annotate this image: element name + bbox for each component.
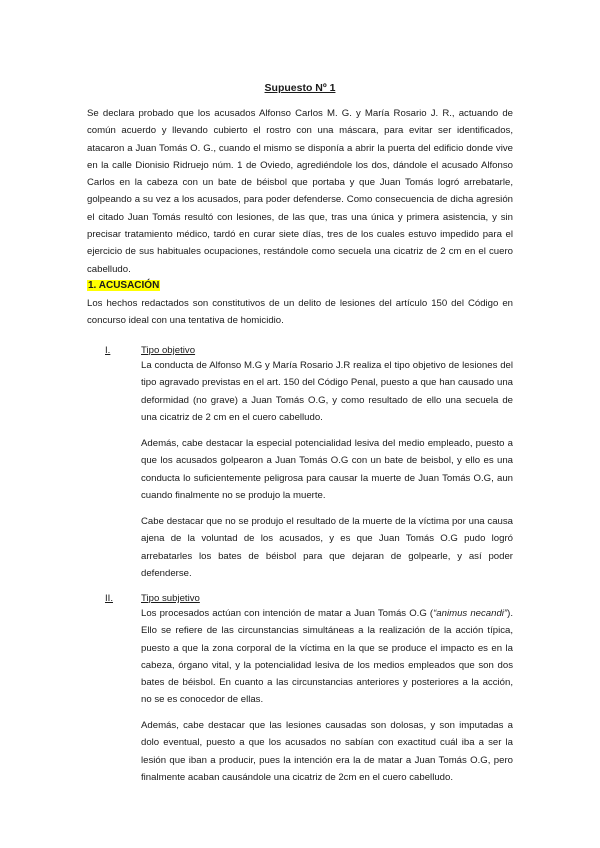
text-run: Los procesados actúan con intención de matar a Juan Tomás O.G ( xyxy=(141,608,434,619)
text-run: ). Ello se refiere de las circunstancias simultáneas a la realización de la acción típica, puesto a que la zona corporal de la víctima en la que se produce el impacto es en la cabeza, órgano vital, y la potencialidad lesiva de los medios empleados que son dos bates de béisbol. En cuanto a las circunstancias anteriores y posteriores a la acción, no se es conocedor de ellas. xyxy=(141,608,513,706)
tipo-objetivo-paragraph-3: Cabe destacar que no se produjo el resultado de la muerte de la víctima por una causa ajena de la voluntad de los acusados, y es que Juan Tomás O.G pudo logró arrebatarles los bates de béisbol para que dejaran de golpearle, y así poder defenderse. xyxy=(141,516,513,579)
tipo-subjetivo-paragraph-2: Además, cabe destacar que las lesiones causadas son dolosas, y son imputadas a dolo eventual, puesto a que los acusados no sabían con exactitud cuál iba a ser la lesión que iban a producir, pues la intención era la de matar a Juan Tomás O.G, pero finalmente acaban causándole una cicatriz de 2cm en el cuero cabelludo. xyxy=(141,720,513,783)
tipo-subjetivo-paragraph-1 xyxy=(141,605,513,709)
acusacion-paragraph: Los hechos redactados son constitutivos de un delito de lesiones del artículo 150 del Código en concurso ideal con una tentativa de homicidio. xyxy=(87,298,513,327)
section-heading-label: 1. ACUSACIÓN xyxy=(88,280,160,291)
subsection-label: Tipo objetivo xyxy=(141,345,196,356)
tipo-objetivo-paragraph-2: Además, cabe destacar la especial potencialidad lesiva del medio empleado, puesto a que los acusados golpearon a Juan Tomás O.G con un bate de beisbol, y ello es una conducta lo suficientemente peligrosa para causar la muerte de Juan Tomás O.G, aun cuando finalmente no se produjo la muerte. xyxy=(141,438,513,501)
subsection-label: Tipo subjetivo xyxy=(141,593,200,604)
subsection-number: II. xyxy=(105,593,113,604)
facts-paragraph: Se declara probado que los acusados Alfonso Carlos M. G. y María Rosario J. R., actuando de común acuerdo y llevando cubierto el rostro con una máscara, para evitar ser identificados, atacaron a Juan Tomás O. G., cuando el mismo se disponía a abrir la puerta del edificio donde vive en la calle Dionisio Ridruejo núm. 1 de Oviedo, agrediéndole los dos, dándole el acusado Alfonso Carlos en la cabeza con un bate de béisbol que portaba y que Juan Tomás logró arrebatarle, golpeando a su vez a los acusados, para poder defenderse. Como consecuencia de dicha agresión el citado Juan Tomás resultó con lesiones, de las que, tras una única y primera asistencia, y sin precisar tratamiento médico, tardó en curar siete días, tres de los cuales estuvo impedido para el ejercicio de sus habituales ocupaciones, restándole como secuela una cicatriz de 2 cm en el cuero cabelludo. xyxy=(87,108,513,275)
document-title: Supuesto Nº 1 xyxy=(264,82,336,94)
tipo-objetivo-paragraph-1: La conducta de Alfonso M.G y María Rosario J.R realiza el tipo objetivo de lesiones del tipo agravado previstas en el art. 150 del Código Penal, puesto a que han causado una deformidad (no grave) a Juan Tomás O.G, y como resultado de ello una secuela de una cicatriz de 2 cm en el cuero cabelludo. xyxy=(141,360,513,423)
section-heading-acusacion xyxy=(87,280,160,291)
subsection-number: I. xyxy=(105,345,111,356)
emphasis-text: “animus necandi” xyxy=(433,608,508,619)
